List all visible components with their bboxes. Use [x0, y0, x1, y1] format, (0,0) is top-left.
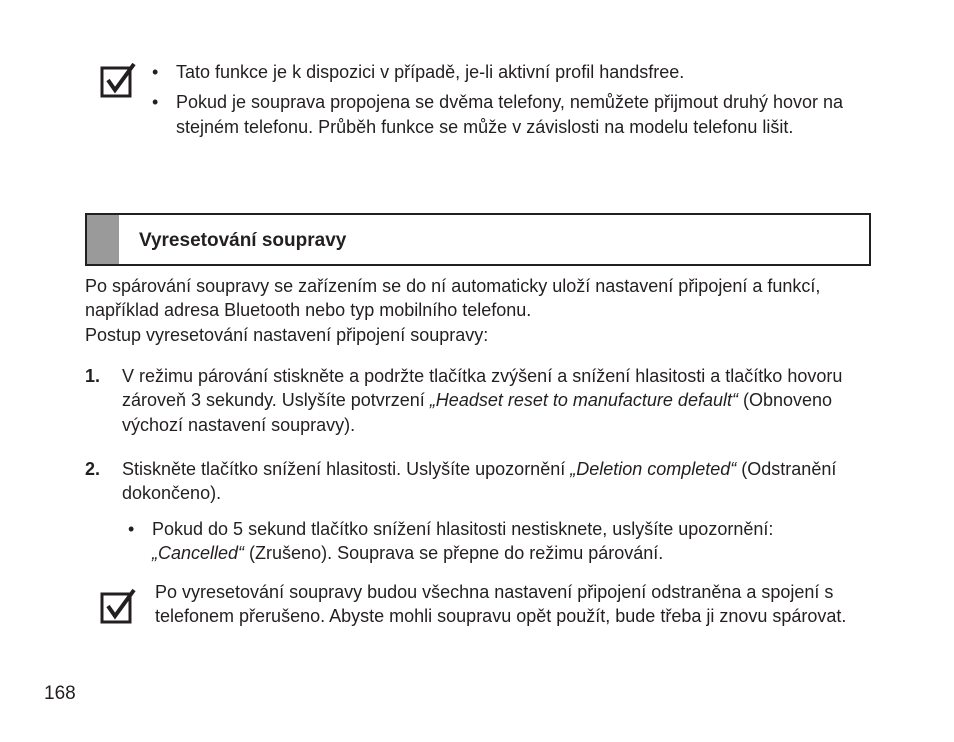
- section-header-bar: [87, 215, 119, 264]
- step-item: [85, 364, 875, 437]
- note-checkbox-icon: [100, 588, 136, 624]
- note-checkbox-icon: [100, 62, 136, 98]
- sub-bullet-text-after: (Zrušeno). Souprava se přepne do režimu párování.: [244, 543, 664, 564]
- intro-text: [85, 274, 875, 347]
- step-text-after: (Odstranění dokončeno).: [122, 458, 837, 504]
- step-quote: „Deletion completed“: [570, 458, 737, 479]
- sub-bullet-text: Pokud do 5 sekund tlačítko snížení hlasitosti nestisknete, uslyšíte upozornění:: [152, 519, 774, 539]
- note-bullet: • Pokud je souprava propojena se dvěma telefony, nemůžete přijmout druhý hovor na stejném telefonu. Průběh funkce se může v závislosti na modelu telefonu lišit.: [152, 90, 872, 139]
- step-text-after: (Obnoveno výchozí nastavení soupravy).: [122, 390, 833, 435]
- step-item: [85, 457, 875, 506]
- step-text: V režimu párování stiskněte a podržte tlačítka zvýšení a snížení hlasitosti a tlačítko hovoru zároveň 3 sekundy. Uslyšíte potvrzení: [122, 366, 843, 411]
- note-bullet: • Tato funkce je k dispozici v případě, je-li aktivní profil handsfree.: [152, 60, 872, 84]
- section-title: Vyresetování soupravy: [139, 230, 347, 251]
- intro-procedure-label: Postup vyresetování nastavení připojení soupravy:: [85, 324, 489, 345]
- step-quote: „Headset reset to manufacture default“: [429, 390, 738, 411]
- bottom-note: Po vyresetování soupravy budou všechna nastavení připojení odstraněna a spojení s telefonem přerušeno. Abyste mohli soupravu opět použít, bude třeba ji znovu spárovat.: [155, 582, 847, 627]
- sub-bullet-quote: „Cancelled“: [152, 543, 245, 564]
- step-text: Stiskněte tlačítko snížení hlasitosti. Uslyšíte upozornění: [122, 458, 571, 479]
- sub-bullet: [128, 517, 868, 566]
- steps-list: [85, 364, 875, 525]
- intro-paragraph: Po spárování soupravy se zařízením se do ní automaticky uloží nastavení připojení a funkcí, například adresa Bluetooth nebo typ mobilního telefonu.: [85, 276, 821, 321]
- step-number: 2.: [85, 458, 101, 479]
- top-notes-list: [152, 60, 872, 145]
- page-number: 168: [44, 683, 76, 704]
- section-header: [85, 213, 871, 266]
- sub-bullet-item: [128, 517, 868, 566]
- step-number: 1.: [85, 366, 101, 386]
